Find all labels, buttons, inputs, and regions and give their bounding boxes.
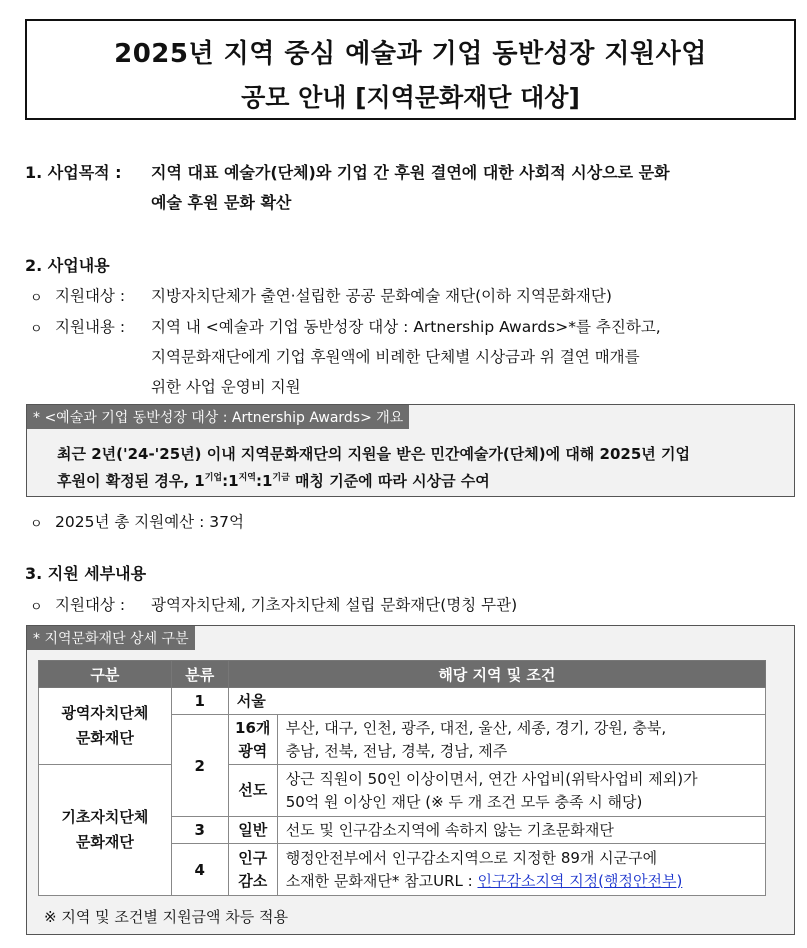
- section2-heading: 2. 사업내용: [25, 256, 110, 275]
- section2-content-label: 지원내용 :: [55, 318, 126, 336]
- sub-leading: 선도: [228, 765, 277, 817]
- foundation-detail-title: * 지역문화재단 상세 구분: [27, 626, 195, 650]
- class-1: 1: [171, 688, 228, 715]
- bullet-icon: ㅇ: [30, 600, 43, 615]
- section3-target-label: 지원대상 :: [55, 596, 126, 614]
- footnote: ※ 지역 및 조건별 지원금액 차등 적용: [44, 908, 289, 926]
- cond-general: 선도 및 인구감소지역에 속하지 않는 기초문화재단: [277, 817, 765, 844]
- sub-pop-decline: 인구 감소: [228, 844, 277, 896]
- awards-summary-title: * <예술과 기업 동반성장 대상 : Artnership Awards> 개요: [27, 405, 409, 429]
- awards-summary-line2: 후원이 확정된 경우, $1^{기업}:1^{지역}:1^{기금}$ 매칭 기준에 따라 시상금 수여: [57, 472, 490, 490]
- cond-16-metro: 부산, 대구, 인천, 광주, 대전, 울산, 세종, 경기, 강원, 충북, 충남, 전북, 전남, 경북, 경남, 제주: [277, 715, 765, 765]
- page-title-line1: 2025년 지역 중심 예술과 기업 동반성장 지원사업: [114, 39, 707, 69]
- section2-content-line3: 위한 사업 운영비 지원: [151, 378, 301, 396]
- basic-foundation-cell: 기초자치단체 문화재단: [39, 765, 172, 896]
- metro-foundation-cell: 광역자치단체 문화재단: [39, 688, 172, 765]
- pop-decline-reference-link[interactable]: 인구감소지역 지정(행정안전부): [477, 871, 683, 890]
- table-header-class: 분류: [171, 661, 228, 688]
- section2-target-text: 지방자치단체가 출연·설립한 공공 문화예술 재단(이하 지역문화재단): [151, 287, 612, 305]
- section2-content-line1: 지역 내 <예술과 기업 동반성장 대상 : Artnership Awards>*를 추진하고,: [151, 318, 661, 336]
- section3-target-text: 광역자치단체, 기초자치단체 설립 문화재단(명칭 무관): [151, 596, 518, 614]
- page-title-line2: 공모 안내 [지역문화재단 대상]: [241, 83, 580, 112]
- awards-summary-line1: 최근 2년('24-'25년) 이내 지역문화재단의 지원을 받은 민간예술가(단체)에 대해 2025년 기업: [57, 445, 690, 463]
- table-header-category: 구분: [39, 661, 172, 688]
- class-4: 4: [171, 844, 228, 896]
- section1-label: 1. 사업목적 :: [25, 163, 122, 182]
- section2-content-line2: 지역문화재단에게 기업 후원액에 비례한 단체별 시상금과 위 결연 매개를: [151, 348, 640, 366]
- bullet-icon: ㅇ: [30, 517, 43, 532]
- seoul-cell: 서울: [228, 688, 765, 715]
- class-3: 3: [171, 817, 228, 844]
- section2-target-label: 지원대상 :: [55, 287, 126, 305]
- bullet-icon: ㅇ: [30, 322, 43, 337]
- foundation-detail-table: [38, 660, 766, 896]
- cond-leading: 상근 직원이 50인 이상이면서, 연간 사업비(위탁사업비 제외)가 50억 원 이상인 재단 (※ 두 개 조건 모두 충족 시 해당): [277, 765, 765, 817]
- budget-text: 2025년 총 지원예산 : 37억: [55, 513, 244, 531]
- section3-heading: 3. 지원 세부내용: [25, 564, 147, 583]
- cond-pop-decline: 행정안전부에서 인구감소지역으로 지정한 89개 시군구에 소재한 문화재단* 참고URL : 인구감소지역 지정(행정안전부): [277, 844, 765, 896]
- title-box: [25, 19, 796, 120]
- sub-16-metro: 16개 광역: [228, 715, 277, 765]
- class-2: 2: [171, 715, 228, 817]
- sub-general: 일반: [228, 817, 277, 844]
- bullet-icon: ㅇ: [30, 291, 43, 306]
- section1-text-line2: 예술 후원 문화 확산: [151, 193, 292, 212]
- table-header-condition: 해당 지역 및 조건: [228, 661, 765, 688]
- section1-text-line1: 지역 대표 예술가(단체)와 기업 간 후원 결연에 대한 사회적 시상으로 문화: [151, 163, 670, 182]
